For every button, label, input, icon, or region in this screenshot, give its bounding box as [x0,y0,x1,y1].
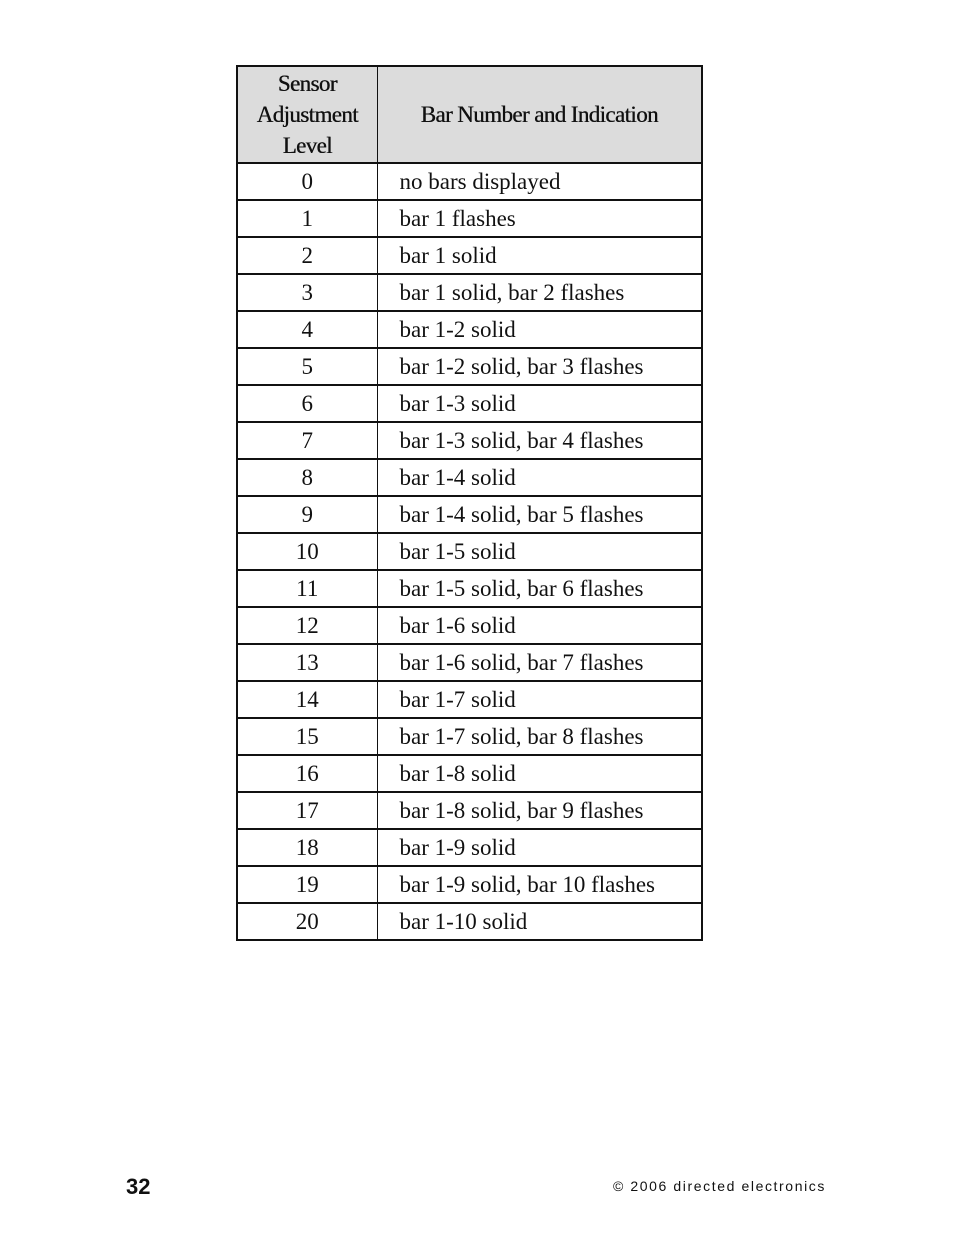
indication-cell: bar 1-8 solid [377,755,702,792]
table-row [237,533,702,570]
table-row [237,496,702,533]
table-body [237,163,702,940]
table-row [237,755,702,792]
indication-cell: bar 1-5 solid [377,533,702,570]
page-number: 32 [126,1174,151,1199]
level-cell: 9 [237,496,377,533]
indication-cell: no bars displayed [377,163,702,200]
level-cell: 10 [237,533,377,570]
table-row [237,903,702,940]
level-cell: 19 [237,866,377,903]
header-bar-number-and-indication [377,66,702,163]
indication-cell: bar 1-9 solid, bar 10 flashes [377,866,702,903]
level-cell: 17 [237,792,377,829]
table-row [237,311,702,348]
indication-cell: bar 1-8 solid, bar 9 flashes [377,792,702,829]
level-cell: 6 [237,385,377,422]
level-cell: 12 [237,607,377,644]
level-cell: 4 [237,311,377,348]
indication-cell: bar 1-2 solid [377,311,702,348]
level-cell: 16 [237,755,377,792]
table-row [237,829,702,866]
header-indication-label: Bar Number and Indication [420,102,658,127]
indication-cell: bar 1-7 solid [377,681,702,718]
indication-cell: bar 1 solid, bar 2 flashes [377,274,702,311]
indication-cell: bar 1-4 solid [377,459,702,496]
table-row [237,792,702,829]
header-level-line-2: Adjustment [256,102,358,127]
level-cell: 13 [237,644,377,681]
level-cell: 14 [237,681,377,718]
table-row [237,681,702,718]
level-cell: 7 [237,422,377,459]
level-cell: 1 [237,200,377,237]
table-row [237,459,702,496]
table-row [237,348,702,385]
table-header-row [237,66,702,163]
table-row [237,385,702,422]
table-row [237,718,702,755]
indication-cell: bar 1-5 solid, bar 6 flashes [377,570,702,607]
sensor-adjustment-table [236,65,703,941]
level-cell: 11 [237,570,377,607]
indication-cell: bar 1-2 solid, bar 3 flashes [377,348,702,385]
level-cell: 3 [237,274,377,311]
table-row [237,644,702,681]
table-row [237,200,702,237]
level-cell: 8 [237,459,377,496]
level-cell: 0 [237,163,377,200]
table-row [237,163,702,200]
indication-cell: bar 1-3 solid [377,385,702,422]
header-sensor-adjustment-level [237,66,377,163]
indication-cell: bar 1-7 solid, bar 8 flashes [377,718,702,755]
indication-cell: bar 1 flashes [377,200,702,237]
header-level-line-1: Sensor [277,71,337,96]
level-cell: 2 [237,237,377,274]
indication-cell: bar 1-4 solid, bar 5 flashes [377,496,702,533]
level-cell: 20 [237,903,377,940]
indication-cell: bar 1-10 solid [377,903,702,940]
level-cell: 5 [237,348,377,385]
table-row [237,274,702,311]
indication-cell: bar 1-6 solid [377,607,702,644]
table-row [237,422,702,459]
indication-cell: bar 1 solid [377,237,702,274]
copyright-notice: © 2006 directed electronics [612,1178,826,1194]
table-row [237,866,702,903]
level-cell: 18 [237,829,377,866]
table-row [237,570,702,607]
table-row [237,237,702,274]
indication-cell: bar 1-6 solid, bar 7 flashes [377,644,702,681]
indication-cell: bar 1-9 solid [377,829,702,866]
level-cell: 15 [237,718,377,755]
table-row [237,607,702,644]
indication-cell: bar 1-3 solid, bar 4 flashes [377,422,702,459]
header-level-line-3: Level [282,133,332,158]
